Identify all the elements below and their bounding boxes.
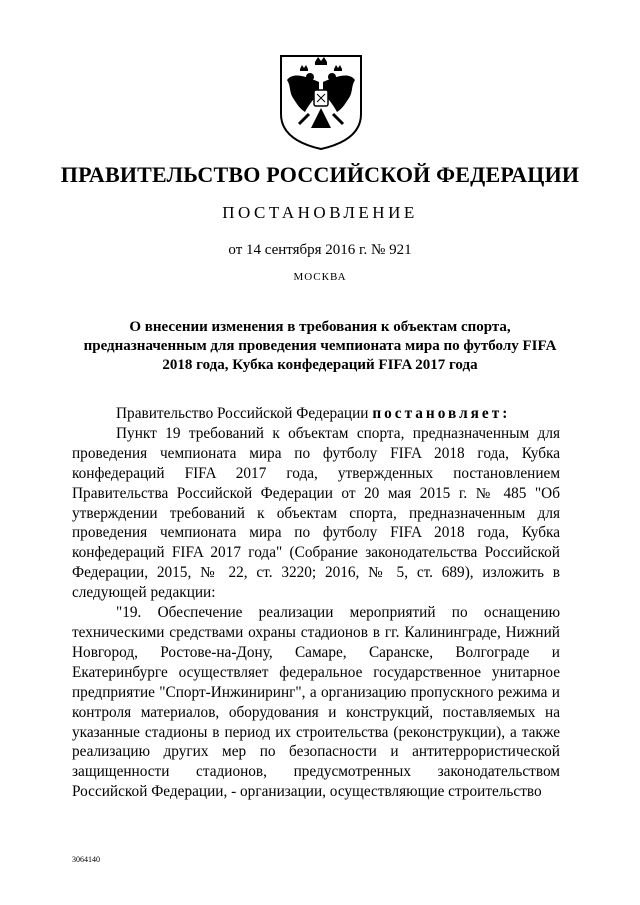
organization-heading: ПРАВИТЕЛЬСТВО РОССИЙСКОЙ ФЕДЕРАЦИИ bbox=[60, 162, 580, 187]
intro-text: Правительство Российской Федерации bbox=[116, 405, 373, 422]
document-city: МОСКВА bbox=[293, 271, 347, 283]
footer-code: 3064140 bbox=[72, 855, 100, 864]
document-date: от 14 сентября 2016 г. № 921 bbox=[228, 242, 412, 258]
document-type: ПОСТАНОВЛЕНИЕ bbox=[222, 203, 418, 222]
document-title: О внесении изменения в требования к объектам спорта, предназначенным для проведения чемпионата мира по футболу FIFA 2018 года, Кубка конфедераций FIFA 2017 года bbox=[83, 319, 557, 373]
document-body bbox=[72, 404, 560, 802]
intro-paragraph bbox=[72, 404, 560, 424]
paragraph-1: Пункт 19 требований к объектам спорта, предназначенным для проведения чемпионата мира по футболу FIFA 2018 года, Кубка конфедераций FIFA 2017 года, утвержденных постановлением Правительства Российской Федерации от 20 мая 2015 г. № 485 "Об утверждении требований к объектам спорта, предназначенным для проведения чемпионата мира по футболу FIFA 2018 года, Кубка конфедераций FIFA 2017 года" (Собрание законодательства Российской Федерации, 2015, № 22, ст. 3220; 2016, № 5, ст. 689), изложить в следующей редакции: bbox=[72, 424, 560, 602]
intro-spaced-verb: постановляет: bbox=[372, 405, 511, 422]
paragraph-2: "19. Обеспечение реализации мероприятий по оснащению техническими средствами охраны стадионов в гг. Калининграде, Нижний Новгород, Ростове-на-Дону, Самаре, Саранске, Волгограде и Екатеринбурге осуществляет федеральное государственное унитарное предприятие "Спорт-Инжиниринг", а организацию пропускного режима и контроля материалов, оборудования и конструкций, поставляемых на указанные стадионы в период их строительства (реконструкции), а также реализацию других мер по безопасности и антитеррористической защищенности стадионов, предусмотренных законодательством Российской Федерации, - организации, осуществляющие строительство bbox=[72, 604, 560, 801]
coat-of-arms-icon bbox=[275, 52, 367, 152]
